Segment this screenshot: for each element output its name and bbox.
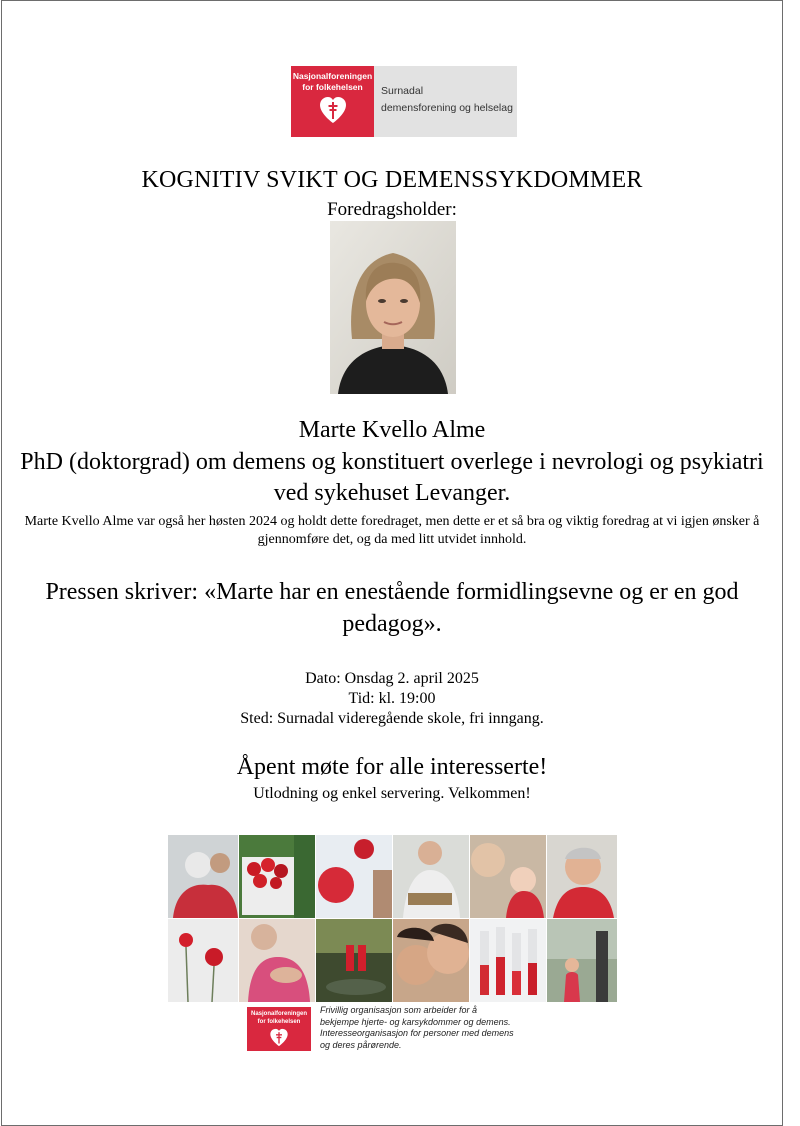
open-meeting-headline: Åpent møte for alle interesserte! xyxy=(236,754,548,780)
logo-red-line1: Nasjonalforeningen xyxy=(292,71,373,81)
heart-cross-icon xyxy=(318,96,348,124)
footer-line1: Frivillig organisasjon som arbeider for å xyxy=(320,1005,478,1015)
event-place: Sted: Surnadal videregående skole, fri inngang. xyxy=(240,710,544,727)
footer-logo-line2: for folkehelsen xyxy=(257,1018,301,1025)
event-date: Dato: Onsdag 2. april 2025 xyxy=(305,670,479,687)
collage-photo-children xyxy=(393,919,469,1002)
collage-photo-grandmother-baby xyxy=(470,835,546,918)
press-quote: Pressen skriver: «Marte har en enestående formidlingsevne og er en god pedagog». xyxy=(45,579,739,637)
speaker-name: Marte Kvello Alme xyxy=(298,417,486,443)
footer-logo xyxy=(247,1007,311,1051)
speaker-label: Foredragsholder: xyxy=(327,199,457,220)
footer-logo-line1: Nasjonalforeningen xyxy=(250,1011,307,1017)
organization-logo xyxy=(291,66,517,137)
event-time: Tid: kl. 19:00 xyxy=(348,690,436,707)
collage-photo-rain-boots xyxy=(316,919,392,1002)
collage-photo-elder-woman xyxy=(393,835,469,918)
footer-description xyxy=(320,1005,580,1051)
meeting-details: Utlodning og enkel servering. Velkommen! xyxy=(253,785,531,802)
heart-cross-icon xyxy=(269,1028,289,1047)
collage-photo-poppies xyxy=(168,919,238,1002)
logo-grey-line1: Surnadal xyxy=(381,85,424,97)
speaker-note: Marte Kvello Alme var også her høsten 2024 og holdt dette foredraget, men dette er et så bra og viktig foredrag at vi igjen ønsker å gjennomføre det, og da med litt utvidet innhold. xyxy=(24,514,760,547)
logo-red-line2: for folkehelsen xyxy=(302,82,363,92)
collage-photo-walk xyxy=(547,919,617,1002)
footer-line4: og deres pårørende. xyxy=(320,1039,402,1050)
logo-red-block xyxy=(291,66,374,137)
collage-photo-couple xyxy=(168,835,238,918)
collage-photo-test-tubes xyxy=(470,919,546,1002)
speaker-credentials: PhD (doktorgrad) om demens og konstituert overlege i nevrologi og psykiatri ved sykehuset Levanger. xyxy=(20,449,764,506)
poster-page xyxy=(1,0,783,1126)
footer-line3: Interesseorganisasjon for personer med demens xyxy=(320,1028,514,1038)
speaker-portrait xyxy=(330,221,456,394)
logo-grey-line2: demensforening og helselag xyxy=(381,102,513,114)
page-title: KOGNITIV SVIKT OG DEMENSSYKDOMMER xyxy=(141,167,643,193)
collage-photo-hands xyxy=(239,919,315,1002)
event-details xyxy=(2,669,782,729)
footer-line2: bekjempe hjerte- og karsykdommer og demens. xyxy=(320,1016,511,1027)
collage-photo-strawberries xyxy=(239,835,315,918)
photo-collage xyxy=(168,835,617,1002)
collage-photo-elder-man xyxy=(547,835,617,918)
logo-grey-block xyxy=(374,66,517,137)
collage-photo-balloons xyxy=(316,835,392,918)
